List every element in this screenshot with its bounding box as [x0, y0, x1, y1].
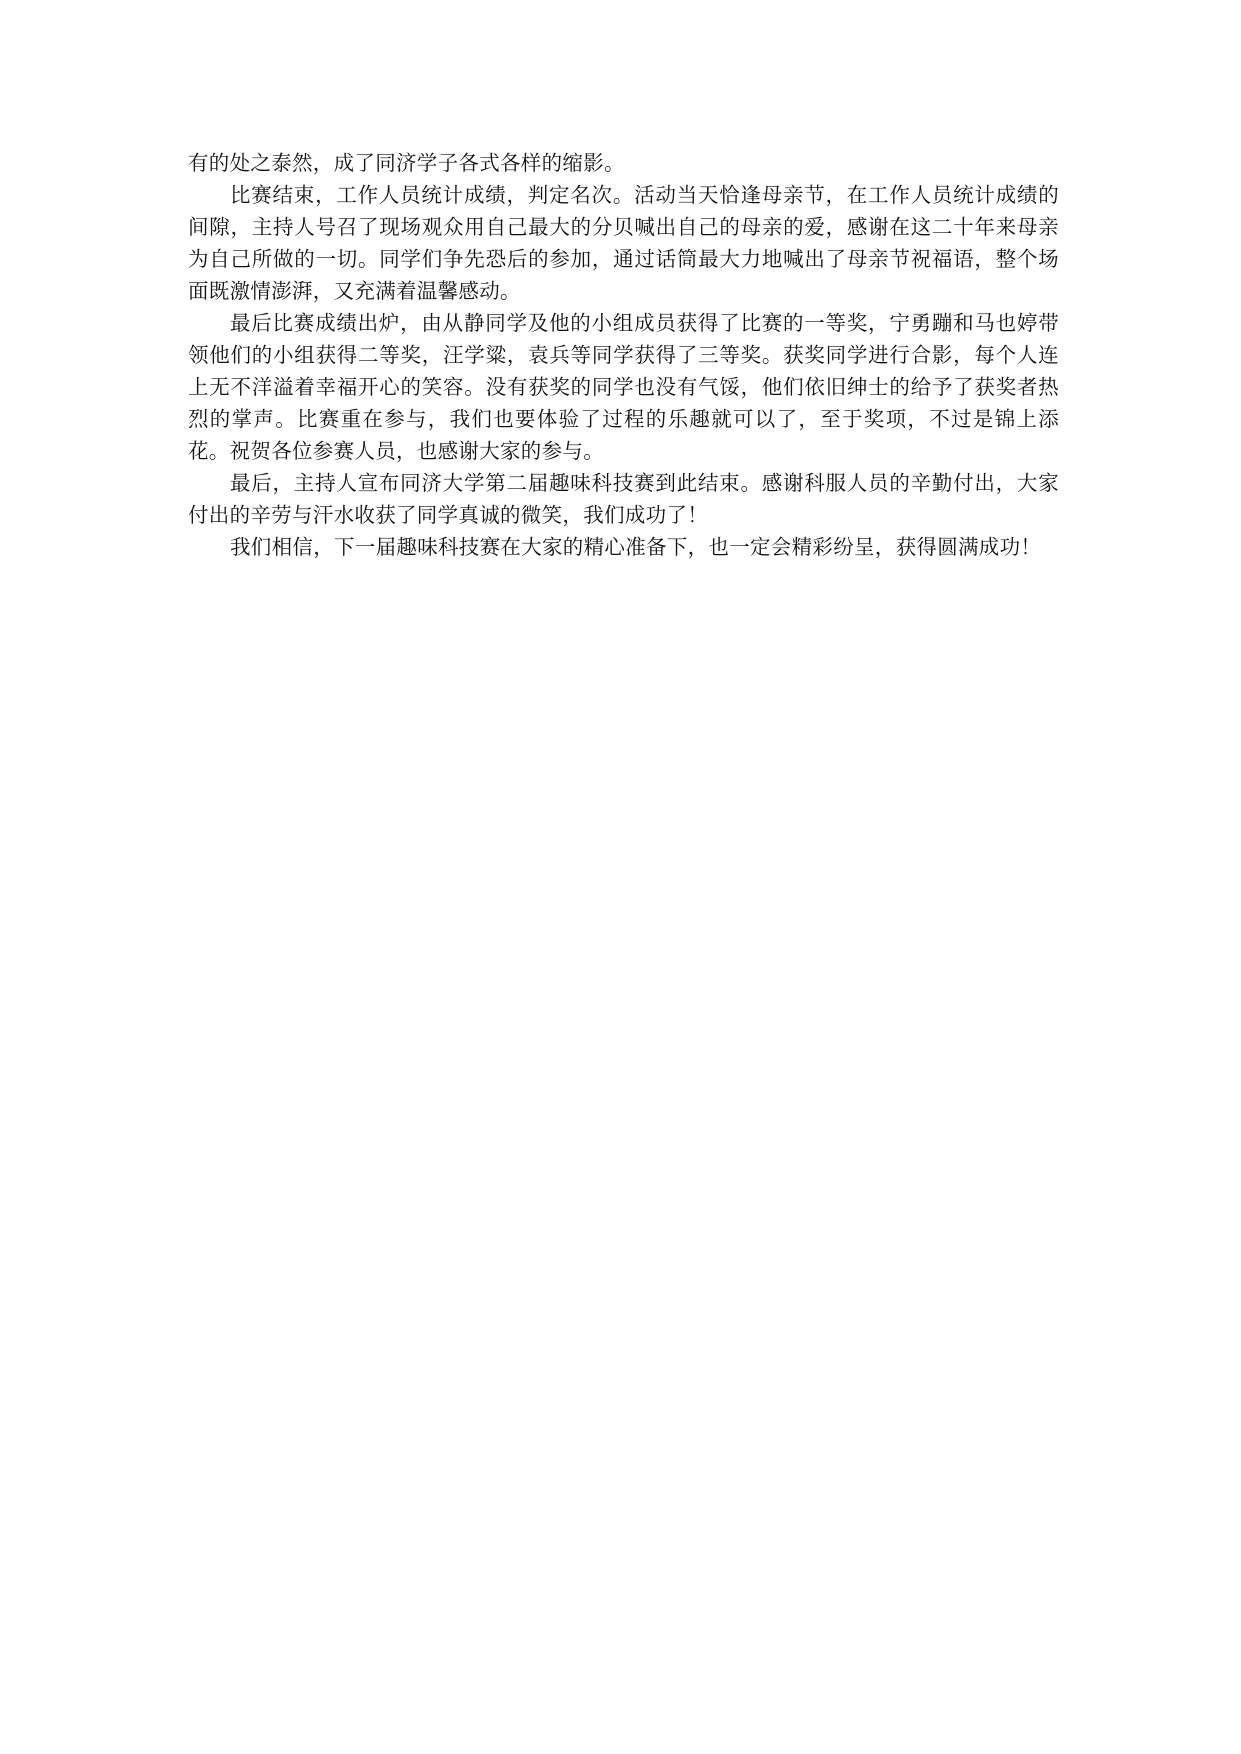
- paragraph-closing: 最后，主持人宣布同济大学第二届趣味科技赛到此结束。感谢科服人员的辛勤付出，大家付出的辛劳与汗水收获了同学真诚的微笑，我们成功了！: [188, 471, 1059, 527]
- paragraph-future: 我们相信，下一届趣味科技赛在大家的精心准备下，也一定会精彩纷呈，获得圆满成功！: [230, 535, 1042, 559]
- article-body: [188, 147, 1059, 563]
- paragraph-continuation: 有的处之泰然，成了同济学子各式各样的缩影。: [188, 151, 625, 175]
- paragraph-competition-end: 比赛结束，工作人员统计成绩，判定名次。活动当天恰逢母亲节，在工作人员统计成绩的间隙，主持人号召了现场观众用自己最大的分贝喊出自己的母亲的爱，感谢在这二十年来母亲为自己所做的一切。同学们争先恐后的参加，通过话筒最大力地喊出了母亲节祝福语，整个场面既激情澎湃，又充满着温馨感动。: [188, 183, 1059, 303]
- paragraph-results: 最后比赛成绩出炉，由从静同学及他的小组成员获得了比赛的一等奖，宁勇蹦和马也婷带领他们的小组获得二等奖，汪学粱，袁兵等同学获得了三等奖。获奖同学进行合影，每个人连上无不洋溢着幸福开心的笑容。没有获奖的同学也没有气馁，他们依旧绅士的给予了获奖者热烈的掌声。比赛重在参与，我们也要体验了过程的乐趣就可以了，至于奖项，不过是锦上添花。祝贺各位参赛人员，也感谢大家的参与。: [188, 311, 1059, 463]
